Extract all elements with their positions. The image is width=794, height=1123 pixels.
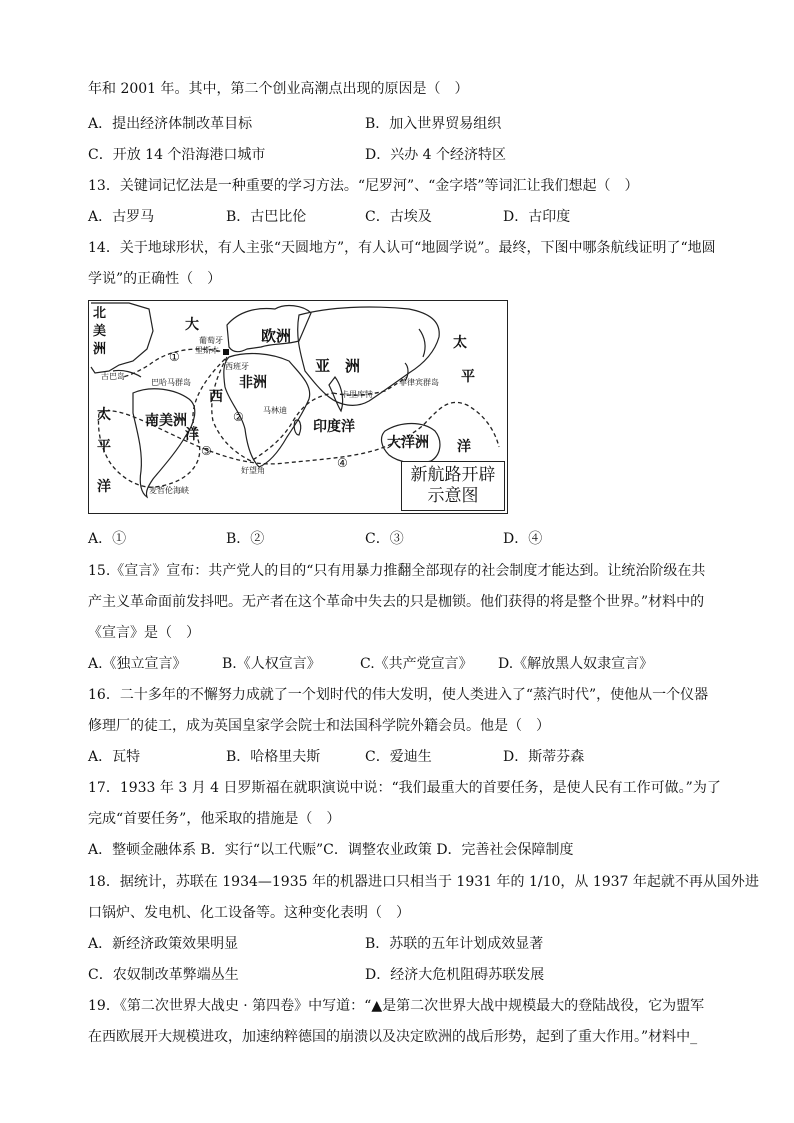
q12-option-c: C．开放 14 个沿海港口城市 bbox=[88, 147, 266, 163]
label-atlantic-1: 大 bbox=[185, 317, 199, 333]
map-caption-line2: 示意图 bbox=[427, 486, 479, 506]
label-indian-ocean: 印度洋 bbox=[313, 419, 355, 435]
label-pacific-e-1: 太 bbox=[453, 335, 467, 351]
q18-text-line1: 18．据统计，苏联在 1934—1935 年的机器进口只相当于 1931 年的 1/10，从 1937 年起就不再从国外进 bbox=[88, 874, 759, 890]
q12-option-d: D．兴办 4 个经济特区 bbox=[365, 147, 507, 163]
map-caption bbox=[401, 461, 505, 511]
madagascar-outline bbox=[294, 420, 300, 435]
q15-text-line3: 《宣言》是（ ） bbox=[88, 625, 200, 641]
q16-option-d: D．斯蒂芬森 bbox=[503, 749, 585, 765]
label-north-america-2: 美 bbox=[93, 324, 107, 339]
q12-option-a: A．提出经济体制改革目标 bbox=[88, 116, 253, 132]
label-oceania: 大洋洲 bbox=[387, 435, 429, 451]
label-north-america-1: 北 bbox=[93, 306, 107, 321]
label-atlantic-3: 洋 bbox=[185, 427, 199, 443]
q17-options: A．整顿金融体系 B．实行“以工代赈”C．调整农业政策 D．完善社会保障制度 bbox=[88, 842, 574, 858]
label-pacific-w-3: 洋 bbox=[97, 479, 111, 495]
label-bahamas: 巴哈马群岛 bbox=[151, 378, 191, 387]
q16-text-line2: 修理厂的徒工，成为英国皇家学会院士和法国科学院外籍会员。他是（ ） bbox=[88, 718, 550, 734]
label-magellan: 麦哲伦海峡 bbox=[149, 486, 189, 495]
route-1-marker: ① bbox=[169, 350, 180, 364]
label-asia-1: 亚 bbox=[315, 357, 331, 375]
map-caption-line1: 新航路开辟 bbox=[410, 465, 496, 485]
q16-option-b: B．哈格里夫斯 bbox=[226, 749, 321, 765]
q16-option-c: C．爱迪生 bbox=[365, 749, 432, 765]
q15-option-c: C.《共产党宣言》 bbox=[360, 656, 473, 672]
q15-text-line2: 产主义革命面前发抖吧。无产者在这个革命中失去的只是枷锁。他们获得的将是整个世界。”材料中的 bbox=[88, 594, 705, 610]
q18-option-c: C．农奴制改革弊端丛生 bbox=[88, 967, 239, 983]
q13-option-b: B．古巴比伦 bbox=[226, 209, 307, 225]
label-europe: 欧洲 bbox=[261, 327, 292, 345]
q15-text-line1: 15.《宣言》宣布：共产党人的目的“只有用暴力推翻全部现存的社会制度才能达到。让统治阶级在共 bbox=[88, 563, 706, 579]
label-spain: 西班牙 bbox=[225, 362, 249, 371]
q13-option-c: C．古埃及 bbox=[365, 209, 432, 225]
q14-text-line2: 学说”的正确性（ ） bbox=[88, 271, 222, 287]
q18-text-line2: 口锅炉、发电机、化工设备等。这种变化表明（ ） bbox=[88, 905, 410, 921]
label-calicut: 卡里库特 bbox=[341, 390, 373, 399]
q13-text: 13．关键词记忆法是一种重要的学习方法。“尼罗河”、“金字塔”等词汇让我们想起（ ） bbox=[88, 178, 639, 194]
label-portugal: 葡萄牙 bbox=[199, 336, 223, 345]
lisbon-marker bbox=[223, 349, 229, 355]
new-routes-map bbox=[88, 300, 508, 514]
q14-option-a: A．① bbox=[88, 531, 127, 547]
route-3-marker: ③ bbox=[201, 444, 212, 458]
q19-text-line1: 19．《第二次世界大战史 · 第四卷》中写道：“▲是第二次世界大战中规模最大的登陆战役，它为盟军 bbox=[88, 998, 705, 1014]
q18-option-a: A．新经济政策效果明显 bbox=[88, 936, 239, 952]
q14-text-line1: 14．关于地球形状，有人主张“天圆地方”，有人认可“地圆学说”。最终，下图中哪条航线证明了“地圆 bbox=[88, 240, 716, 256]
label-north-america-3: 洲 bbox=[93, 342, 107, 357]
route-2-marker: ② bbox=[233, 410, 244, 424]
q12-tail-text: 年和 2001 年。其中，第二个创业高潮点出现的原因是（ ） bbox=[88, 81, 469, 97]
route-4-marker: ④ bbox=[337, 456, 348, 470]
q17-text-line2: 完成“首要任务”，他采取的措施是（ ） bbox=[88, 811, 341, 827]
label-malindi: 马林迪 bbox=[263, 406, 287, 415]
label-atlantic-2: 西 bbox=[209, 389, 223, 405]
q14-option-d: D．④ bbox=[503, 531, 543, 547]
q18-option-d: D．经济大危机阻碍苏联发展 bbox=[365, 967, 545, 983]
q18-option-b: B．苏联的五年计划成效显著 bbox=[365, 936, 544, 952]
japan-outline bbox=[419, 329, 425, 357]
q13-option-a: A．古罗马 bbox=[88, 209, 155, 225]
label-philippines: 菲律宾群岛 bbox=[399, 378, 439, 387]
q19-text-line2: 在西欧展开大规模进攻，加速纳粹德国的崩溃以及决定欧洲的战后形势，起到了重大作用。”材料中_ bbox=[88, 1029, 698, 1045]
label-pacific-w-2: 平 bbox=[97, 439, 111, 455]
q12-option-b: B．加入世界贸易组织 bbox=[365, 116, 502, 132]
label-south-america: 南美洲 bbox=[145, 413, 187, 429]
q16-text-line1: 16．二十多年的不懈努力成就了一个划时代的伟大发明，使人类进入了“蒸汽时代”，使他从一个仪器 bbox=[88, 687, 709, 703]
q14-option-b: B．② bbox=[226, 531, 265, 547]
q17-text-line1: 17．1933 年 3 月 4 日罗斯福在就职演说中说：“我们最重大的首要任务，是使人民有工作可做。”为了 bbox=[88, 780, 721, 796]
q15-option-a: A.《独立宣言》 bbox=[88, 656, 187, 672]
label-cape: 好望角 bbox=[241, 466, 265, 475]
q13-option-d: D．古印度 bbox=[503, 209, 571, 225]
q14-option-c: C．③ bbox=[365, 531, 404, 547]
label-cuba: 古巴岛 bbox=[101, 372, 125, 381]
q15-option-d: D.《解放黑人奴隶宣言》 bbox=[498, 656, 654, 672]
q16-option-a: A．瓦特 bbox=[88, 749, 141, 765]
label-pacific-e-2: 平 bbox=[461, 369, 475, 385]
label-pacific-w-1: 太 bbox=[97, 407, 111, 423]
label-pacific-e-3: 洋 bbox=[457, 439, 471, 455]
label-africa: 非洲 bbox=[239, 375, 267, 391]
label-lisbon: 里斯本 bbox=[195, 346, 219, 355]
q15-option-b: B.《人权宣言》 bbox=[222, 656, 321, 672]
label-asia-2: 洲 bbox=[345, 357, 361, 375]
